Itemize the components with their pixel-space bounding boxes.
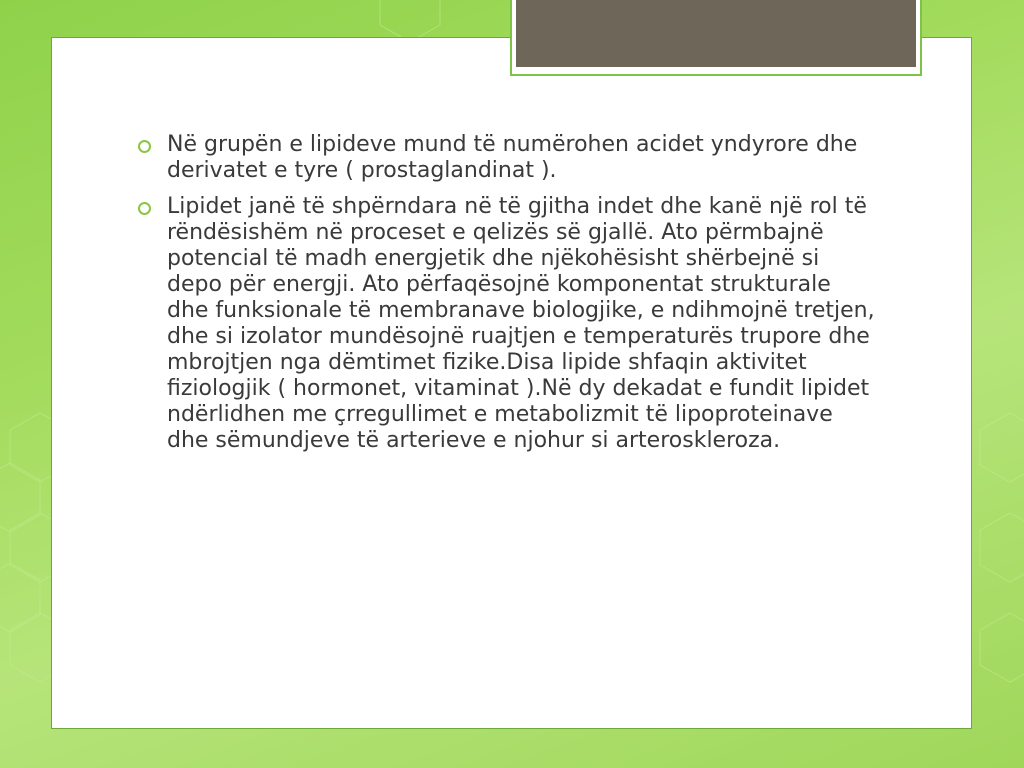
bullet-text: Lipidet janë të shpërndara në të gjitha indet dhe kanë një rol të rëndësishëm në proceset e qelizës së gjallë. Ato përmbajnë potencial të madh energjetik dhe njëkohësisht shërbejnë si depo për energji. Ato përfaqësojnë komponentat strukturale dhe funksionale të membranave biologjike, e ndihmojnë tretjen, dhe si izolator mundësojnë ruajtjen e temperaturës trupore dhe mbrojtjen nga dëmtimet fizike.Disa lipide shfaqin aktivitet fiziologjik ( hormonet, vitaminat ).Në dy dekadat e fundit lipidet ndërlidhen me çrregullimet e metabolizmit të lipoproteinave dhe sëmundjeve të arterieve e njohur si arteroskleroza.: [167, 194, 875, 453]
bullet-item: [138, 194, 878, 454]
ring-bullet-icon: [138, 140, 151, 153]
bullet-item: [138, 132, 878, 184]
title-placeholder-box: [516, 0, 916, 67]
ring-bullet-icon: [138, 202, 151, 215]
bullet-text: Në grupën e lipideve mund të numërohen acidet yndyrore dhe derivatet e tyre ( prostaglandinat ).: [167, 132, 858, 183]
bullet-list: [138, 132, 878, 464]
